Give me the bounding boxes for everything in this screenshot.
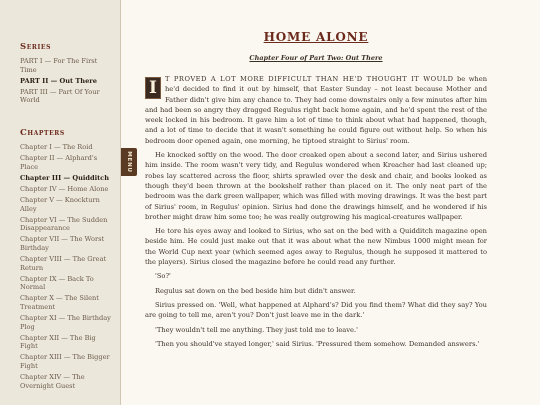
chapter-list <box>20 143 115 390</box>
chapter-link[interactable]: Chapter II — Alphard's Place <box>20 154 98 171</box>
series-list <box>20 57 115 105</box>
chapter-link[interactable]: Chapter IV — Home Alone <box>20 184 109 193</box>
chapter-title: HOME ALONE <box>263 30 369 44</box>
chapter-content <box>145 0 487 405</box>
series-section <box>20 42 115 107</box>
series-link[interactable]: PART II — Out There <box>20 76 97 85</box>
drop-cap: I <box>145 77 161 99</box>
sidebar-navigation <box>0 0 121 405</box>
chapters-heading: Chapters <box>20 128 65 138</box>
story-paragraph: Regulus sat down on the bed beside him but didn't answer. <box>155 286 356 295</box>
story-paragraph: Sirius pressed on. 'Well, what happened at Alphard's? Did you find them? What did they say? You are going to tell me, aren't you? Don't just leave me in the dark.' <box>145 300 487 320</box>
opening-text: be when he'd decided to find it out by himself, that Easter Sunday – not least because Mother and Father didn't give him any chance to. They had come downstairs only a few minutes after him and had been so angry they dragged Regulus right back home again, and he'd spent the rest of the week locked in his bedroom. It gave him a lot of time to think about what had happened, though, and a lot of time to decide that it wasn't something he could figure out without help. So when his bedroom door opened again, one morning, he tiptoed straight to Sirius' room. <box>145 75 487 145</box>
series-heading: Series <box>20 42 52 52</box>
chapter-subtitle: Chapter Four of Part Two: Out There <box>249 54 383 62</box>
chapter-link[interactable]: Chapter VII — The Worst Birthday <box>20 235 105 252</box>
chapter-link[interactable]: Chapter XII — The Big Fight <box>20 333 96 351</box>
opening-caps: T PROVED A LOT MORE DIFFICULT THAN HE'D THOUGHT IT WOULD <box>165 75 454 83</box>
story-paragraph: 'So?' <box>155 272 171 281</box>
chapter-link[interactable]: Chapter IX — Back To Normal <box>20 274 94 292</box>
series-link[interactable]: PART I — For The First Time <box>20 57 98 74</box>
chapter-link[interactable]: Chapter XIV — The Overnight Guest <box>20 373 85 390</box>
chapter-link[interactable]: Chapter VIII — The Great Return <box>20 255 107 272</box>
chapter-link[interactable]: Chapter XIII — The Bigger Fight <box>20 353 110 371</box>
chapter-link[interactable]: Chapter VI — The Sudden Disappearance <box>20 215 108 233</box>
story-paragraph: He tore his eyes away and looked to Sirius, who sat on the bed with a Quidditch magazine open beside him. He could just make out that it was about what the new Nimbus 1000 might mean for the World Cup next year (which seemed ages away to Regulus, though he supposed it mattered to the players). Sirius closed the magazine before he could read any further. <box>145 227 487 267</box>
chapter-link[interactable]: Chapter III — Quidditch <box>20 173 109 182</box>
series-link[interactable]: PART III — Part Of Your World <box>20 87 100 105</box>
menu-toggle-button[interactable] <box>121 148 137 176</box>
chapters-section <box>20 128 115 393</box>
paragraph-list <box>145 150 487 349</box>
opening-paragraph <box>145 74 487 146</box>
chapter-link[interactable]: Chapter I — The Roid <box>20 143 93 151</box>
story-paragraph: He knocked softly on the wood. The door creaked open about a second later, and Sirius ushered him inside. The room wasn't very tidy, and Regulus wondered when Kreacher had last cleaned up; robes lay scattered across the floor, shirts sprawled over the desk and chair, and books looked as though they'd been thrown at the bookshelf rather than placed on it. The only neat part of the bedroom was the dark green wallpaper, which was filled with moving drawings. It was the best part of Sirius' room, in Regulus' opinion. Sirius had done the drawings himself, and he wondered if his brother might draw him some too; he was really outgrowing his magical-creatures wallpaper. <box>145 151 487 221</box>
chapter-link[interactable]: Chapter X — The Silent Treatment <box>20 294 99 311</box>
menu-toggle-label: MENU <box>126 151 132 173</box>
story-paragraph: 'Then you should've stayed longer,' said Sirius. 'Pressured them somehow. Demanded answers.' <box>155 339 480 348</box>
story-paragraph: 'They wouldn't tell me anything. They just told me to leave.' <box>155 325 358 334</box>
chapter-link[interactable]: Chapter XI — The Birthday Plog <box>20 314 111 331</box>
chapter-link[interactable]: Chapter V — Knockturn Alley <box>20 195 100 213</box>
